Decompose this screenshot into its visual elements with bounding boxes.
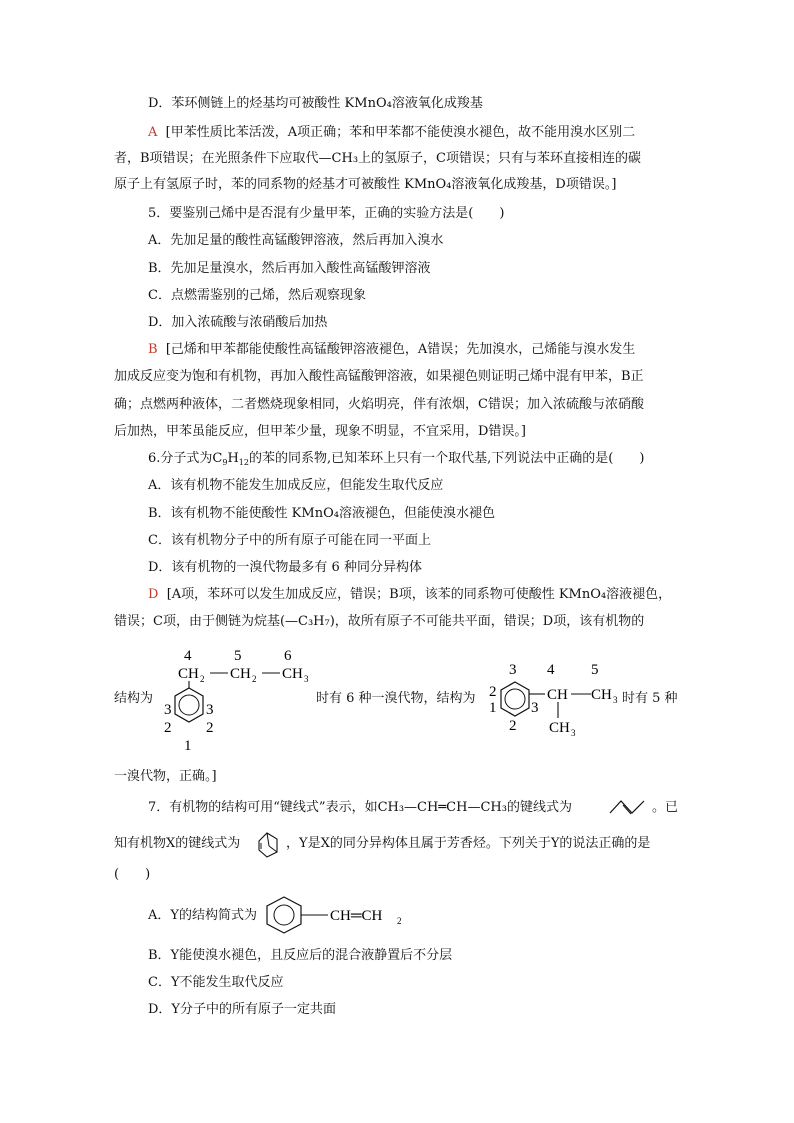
q4-answer-letter: A [148, 125, 158, 140]
s2-ch: CH [547, 687, 568, 703]
propylbenzene-structure [158, 644, 318, 756]
q6-explanation-line2: 错误；C项，由于侧链为烷基(—C₃H₇)，故所有原子不可能共平面，错误；D项，该有机物的 [114, 614, 645, 629]
s1-pos-2b: 2 [206, 720, 214, 736]
butene-skeletal-icon [606, 794, 650, 818]
q6-option-d: D．该有机物的一溴代物最多有 6 种同分异构体 [148, 560, 422, 575]
q5-explanation-line3: 确；点燃两种液体，二者燃烧现象相同，火焰明亮，伴有浓烟，C错误；加入浓硫酸与浓硝酸 [114, 397, 644, 412]
q7-stem-line3: ( ) [114, 867, 151, 882]
s2-pos-3b: 3 [531, 700, 539, 716]
q6-explanation-last: 一溴代物，正确。] [114, 769, 217, 784]
q7-option-c: C．Y不能发生取代反应 [148, 975, 284, 990]
q6-stem: 6.分子式为$C_9H_{12}$的苯的同系物,已知苯环上只有一个取代基,下列说法中正确的是( ) [148, 451, 645, 467]
s1-ch2-b: CH [230, 666, 251, 682]
q7-option-a: A．Y的结构简式为 [148, 908, 257, 923]
s1-pos-4: 4 [184, 648, 192, 664]
s1-ch3: CH [282, 666, 303, 682]
isopropylbenzene-structure [487, 660, 627, 744]
s2-ch3-b: CH [549, 720, 570, 736]
q5-explanation-line1: B [己烯和甲苯都能使酸性高锰酸钾溶液褪色，A错误；先加溴水，己烯能与溴水发生 [148, 342, 636, 357]
bicyclic-skeletal-icon [255, 826, 283, 860]
styrene-structure [262, 893, 422, 937]
q5-option-d: D．加入浓硫酸与浓硝酸后加热 [148, 315, 328, 330]
s2-pos-4: 4 [547, 662, 555, 678]
q7-stem-line2-start: 知有机物X的键线式为 [114, 836, 241, 851]
q5-option-a: A．先加足量的酸性高锰酸钾溶液，然后再加入溴水 [148, 233, 444, 248]
q6-structure-lead: 结构为 [114, 691, 154, 706]
s2-pos-5: 5 [591, 662, 599, 678]
s2-pos-3: 3 [509, 662, 517, 678]
s1-pos-5: 5 [234, 648, 242, 664]
q5-option-b: B．先加足量溴水，然后再加入酸性高锰酸钾溶液 [148, 261, 431, 276]
s1-ch2-a: CH [178, 666, 199, 682]
q6-explanation-line1: D [A项，苯环可以发生加成反应，错误；B项，该苯的同系物可使酸性 KMnO₄溶液褪色， [148, 587, 672, 602]
s1-sub-c: 3 [304, 674, 309, 684]
q6-structure-mid: 时有 6 种一溴代物，结构为 [316, 691, 476, 706]
q5-explanation-line2: 加成反应变为饱和有机物，再加入酸性高锰酸钾溶液，如果褪色则证明己烯中混有甲苯，B正 [114, 369, 644, 384]
q7-option-d: D．Y分子中的所有原子一定共面 [148, 1002, 337, 1017]
q6-answer-letter: D [148, 587, 159, 602]
s1-sub-a: 2 [200, 674, 205, 684]
s1-sub-b: 2 [252, 674, 257, 684]
s2-sub-b: 3 [571, 728, 576, 738]
s2-pos-2a: 2 [489, 684, 497, 700]
s2-sub-a: 3 [613, 695, 618, 705]
q7-stem-line1-end: 。已 [652, 800, 679, 815]
s1-pos-1: 1 [184, 738, 192, 754]
q5-explanation-line4: 后加热，甲苯虽能反应，但甲苯少量，现象不明显，不宜采用，D错误。] [114, 424, 526, 439]
q4-option-d: D．苯环侧链上的烃基均可被酸性 KMnO₄溶液氧化成羧基 [148, 96, 483, 111]
q4-explanation-line2: 者，B项错误；在光照条件下应取代—CH₃上的氢原子，C项错误；只有与苯环直接相连的碳 [114, 151, 641, 166]
q5-stem: 5．要鉴别己烯中是否混有少量甲苯，正确的实验方法是( ) [148, 206, 505, 221]
q7-stem-line2-end: ，Y是X的同分异构体且属于芳香烃。下列关于Y的说法正确的是 [286, 836, 651, 851]
s2-ch3-a: CH [591, 687, 612, 703]
q6-option-c: C．该有机物分子中的所有原子可能在同一平面上 [148, 533, 431, 548]
q4-explanation-line3: 原子上有氢原子时，苯的同系物的烃基才可被酸性 KMnO₄溶液氧化成羧基，D项错误。] [114, 177, 617, 192]
q6-structure-end: 时有 5 种 [622, 691, 678, 706]
s1-pos-2a: 2 [164, 720, 172, 736]
q5-option-c: C．点燃需鉴别的己烯，然后观察现象 [148, 288, 366, 303]
styrene-vinyl-group: CH═CH [330, 908, 383, 924]
q6-option-a: A．该有机物不能发生加成反应，但能发生取代反应 [148, 478, 444, 493]
q5-answer-letter: B [148, 342, 158, 357]
s1-pos-3a: 3 [164, 702, 172, 718]
q6-option-b: B．该有机物不能使酸性 KMnO₄溶液褪色，但能使溴水褪色 [148, 506, 495, 521]
s2-pos-1: 1 [489, 700, 497, 716]
q4-explanation-line1: A [甲苯性质比苯活泼，A项正确；苯和甲苯都不能使溴水褪色，故不能用溴水区别二 [148, 125, 636, 140]
s1-pos-3b: 3 [206, 702, 214, 718]
q7-stem-line1: 7．有机物的结构可用“键线式”表示，如CH₃—CH═CH—CH₃的键线式为 [148, 800, 572, 815]
s1-pos-6: 6 [284, 648, 292, 664]
styrene-sub: 2 [397, 916, 402, 926]
s2-pos-2b: 2 [509, 718, 517, 734]
q7-option-b: B．Y能使溴水褪色，且反应后的混合液静置后不分层 [148, 948, 453, 963]
